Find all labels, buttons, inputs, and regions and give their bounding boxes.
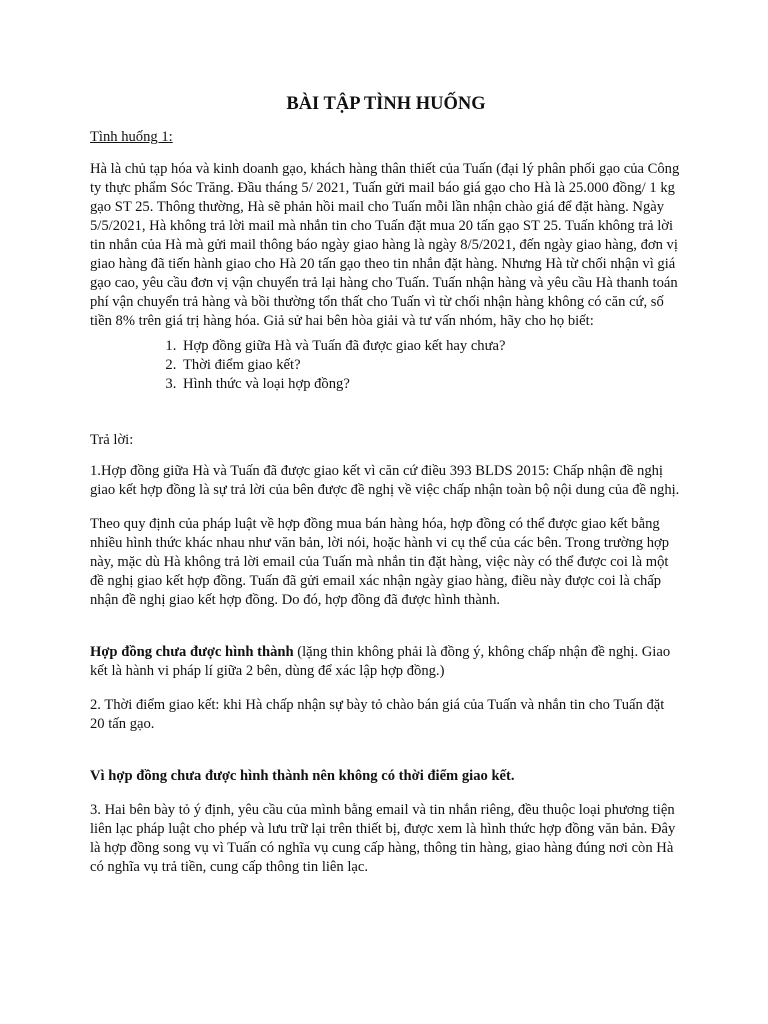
answer-heading: Trả lời: <box>90 432 134 448</box>
answer-2-paragraph: 2. Thời điểm giao kết: khi Hà chấp nhận sự bày tỏ chào bán giá của Tuấn và nhắn tin cho Tuấn đặt 20 tấn gạo. <box>90 697 665 732</box>
document-page <box>90 92 682 884</box>
question-item: 1. Hợp đồng giữa Hà và Tuấn đã được giao kết hay chưa? <box>180 337 682 356</box>
answer-3-paragraph: 3. Hai bên bày tỏ ý định, yêu cầu của mình bằng email và tin nhắn riêng, đều thuộc loại phương tiện liên lạc pháp luật cho phép và lưu trữ lại trên thiết bị, được xem là hình thức hợp đồng văn bản. Đây là hợp đồng song vụ vì Tuấn có nghĩa vụ cung cấp hàng, thông tin hàng, giao hàng đúng nơi còn Hà có nghĩa vụ trả tiền, cung cấp thông tin liên lạc. <box>90 802 676 875</box>
answer-1-paragraph: 1.Hợp đồng giữa Hà và Tuấn đã được giao kết vì căn cứ điều 393 BLDS 2015: Chấp nhận đề nghị giao kết hợp đồng là sự trả lời của bên được đề nghị về việc chấp nhận toàn bộ nội dung của đề nghị. <box>90 463 680 498</box>
note-2-paragraph <box>90 767 682 786</box>
question-item: 2. Thời điểm giao kết? <box>180 356 682 375</box>
case-heading: Tình huống 1: <box>90 129 173 145</box>
note-2-bold: Vì hợp đồng chưa được hình thành nên không có thời điểm giao kết. <box>90 768 515 784</box>
answer-1-detail-paragraph: Theo quy định của pháp luật về hợp đồng mua bán hàng hóa, hợp đồng có thể được giao kết bằng nhiều hình thức khác nhau như văn bản, lời nói, hoặc hành vi cụ thể của các bên. Trong trường hợp này, mặc dù Hà không trả lời email của Tuấn mà nhắn tin đặt hàng, việc này có thể được coi là một đề nghị giao kết hợp đồng. Tuấn đã gửi email xác nhận ngày giao hàng, điều này được coi là chấp nhận đề nghị giao kết hợp đồng. Do đó, hợp đồng đã được hình thành. <box>90 516 670 608</box>
question-item: 3. Hình thức và loại hợp đồng? <box>180 375 682 394</box>
note-1-paragraph <box>90 643 682 681</box>
note-1-bold: Hợp đồng chưa được hình thành <box>90 644 294 660</box>
case-paragraph: Hà là chủ tạp hóa và kinh doanh gạo, khách hàng thân thiết của Tuấn (đại lý phân phối gạo của Công ty thực phẩm Sóc Trăng. Đầu tháng 5/ 2021, Tuấn gửi mail báo giá gạo cho Hà là 25.000 đồng/ 1 kg gạo ST 25. Thông thường, Hà sẽ phản hồi mail cho Tuấn mỗi lần nhận chào giá để đặt hàng. Ngày 5/5/2021, Hà không trả lời mail mà nhắn tin cho Tuấn đặt mua 20 tấn gạo ST 25. Tuấn không trả lời tin nhắn của Hà mà gửi mail thông báo ngày giao hàng là ngày 8/5/2021, đến ngày giao hàng, đơn vị giao hàng đã tiến hành giao cho Hà 20 tấn gạo theo tin nhắn đặt hàng. Nhưng Hà từ chối nhận vì giá gạo cao, yêu cầu đơn vị vận chuyển trả lại hàng cho Tuấn. Tuấn nhận hàng và yêu cầu Hà thanh toán phí vận chuyển trả hàng và bồi thường tổn thất cho Tuấn vì từ chối nhận hàng không có căn cứ, số tiền 8% trên giá trị hàng hóa. Giả sử hai bên hòa giải và tư vấn nhóm, hãy cho họ biết: <box>90 161 680 329</box>
note-1-text: (lặng thin không phải là đồng ý, không chấp nhận đề nghị. Giao kết là hành vi pháp lí giữa 2 bên, dùng để xác lập hợp đồng.) <box>90 644 671 679</box>
question-list <box>90 337 682 394</box>
document-title: BÀI TẬP TÌNH HUỐNG <box>286 94 486 114</box>
